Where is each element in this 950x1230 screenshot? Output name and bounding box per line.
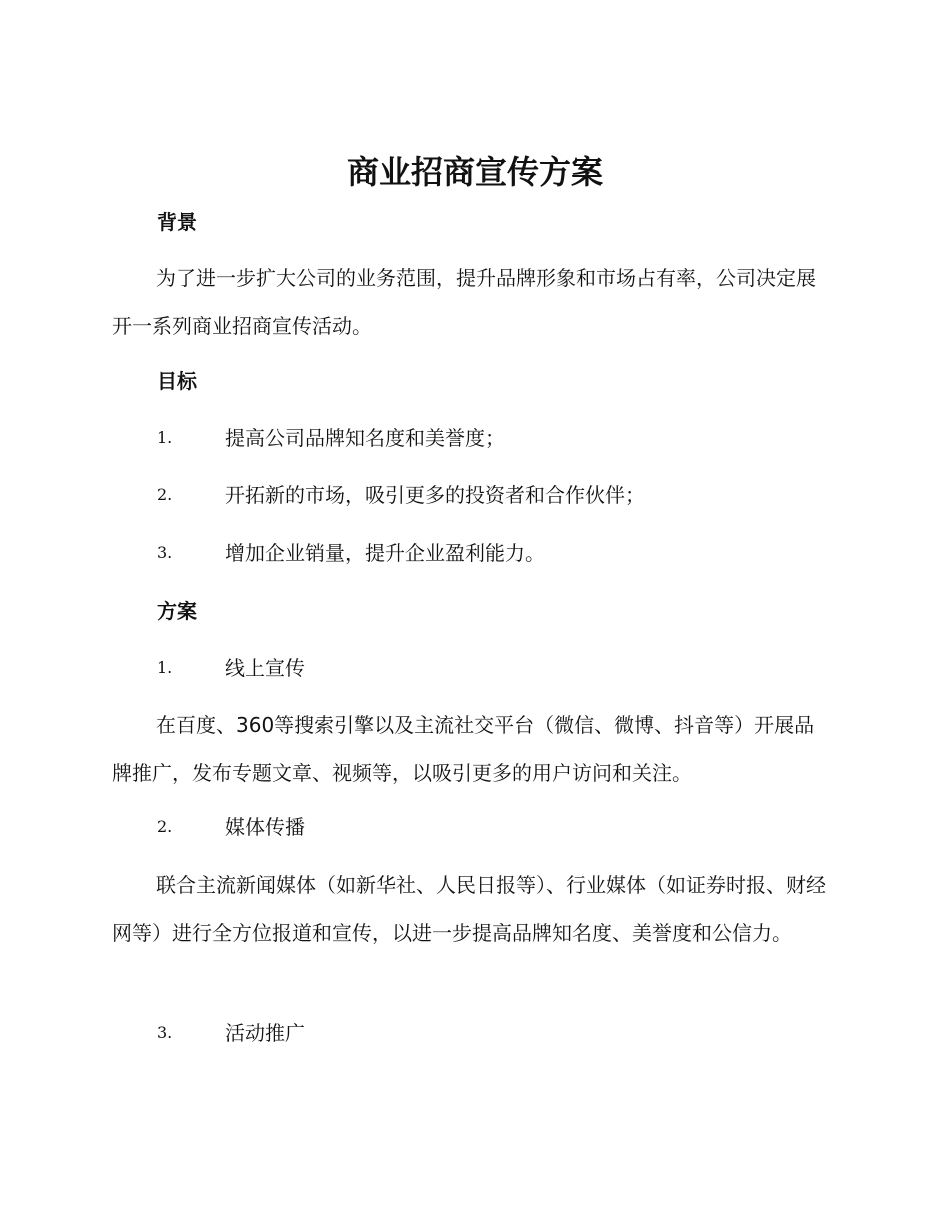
plan-item-title: 活动推广 bbox=[225, 1021, 305, 1045]
background-paragraph: 为了进一步扩大公司的业务范围，提升品牌形象和市场占有率，公司决定展开一系列商业招商宣传活动。 bbox=[112, 266, 816, 338]
goal-item-number: 2. bbox=[157, 485, 173, 504]
section-heading-plan: 方案 bbox=[157, 599, 197, 623]
goal-item-text: 提高公司品牌知名度和美誉度； bbox=[225, 426, 505, 450]
plan-item-2-paragraph: 联合主流新闻媒体（如新华社、人民日报等）、行业媒体（如证券时报、财经网等）进行全方位报道和宣传，以进一步提高品牌知名度、美誉度和公信力。 bbox=[112, 873, 826, 945]
plan-item-1-paragraph: 在百度、360等搜索引擎以及主流社交平台（微信、微博、抖音等）开展品牌推广，发布专题文章、视频等，以吸引更多的用户访问和关注。 bbox=[112, 713, 815, 785]
plan-item-number: 3. bbox=[157, 1023, 173, 1042]
goal-item-text: 开拓新的市场，吸引更多的投资者和合作伙伴； bbox=[225, 483, 645, 507]
section-heading-goals: 目标 bbox=[157, 369, 197, 393]
goal-item-number: 3. bbox=[157, 543, 173, 562]
goal-item-number: 1. bbox=[157, 428, 173, 447]
plan-item-title: 媒体传播 bbox=[225, 815, 305, 839]
plan-item-number: 2. bbox=[157, 817, 173, 836]
plan-item-title: 线上宣传 bbox=[225, 656, 305, 680]
goal-item-text: 增加企业销量，提升企业盈利能力。 bbox=[225, 541, 545, 565]
section-heading-background: 背景 bbox=[157, 210, 197, 234]
document-title: 商业招商宣传方案 bbox=[346, 153, 603, 191]
plan-item-number: 1. bbox=[157, 658, 173, 677]
